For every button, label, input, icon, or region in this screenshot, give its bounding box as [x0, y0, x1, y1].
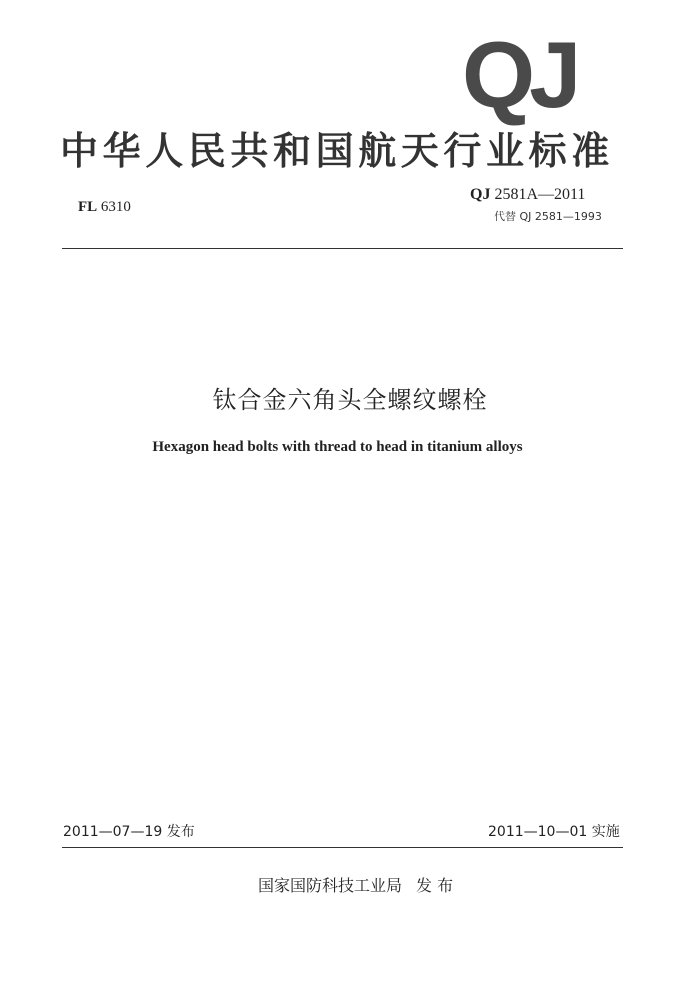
document-title-chinese: 钛合金六角头全螺纹螺栓: [212, 386, 488, 414]
document-title-english: Hexagon head bolts with thread to head in titanium alloys: [152, 439, 523, 455]
classification-number: 6310: [100, 199, 131, 215]
standard-number: [470, 186, 620, 204]
standard-number-value: 2581A—2011: [494, 186, 586, 203]
standard-category-title: 中华人民共和国航天行业标准: [60, 129, 614, 173]
replaces-standard: [494, 208, 602, 224]
qj-logo: QJ: [462, 22, 576, 127]
standard-prefix: QJ: [470, 186, 491, 203]
replaces-label: 代替: [494, 210, 516, 223]
issuer-action: 发 布: [416, 876, 454, 895]
issuer-name: 国家国防科技工业局: [258, 876, 403, 895]
footer-rule: [62, 847, 623, 848]
header-rule: [62, 248, 623, 249]
classification-label: FL: [78, 199, 98, 215]
issue-date: 2011—07—19 发布: [63, 824, 195, 840]
effective-date: 2011—10—01 实施: [488, 824, 620, 840]
replaces-number: QJ 2581—1993: [519, 210, 602, 223]
classification-code: [78, 199, 131, 216]
issuing-authority: [258, 873, 453, 896]
